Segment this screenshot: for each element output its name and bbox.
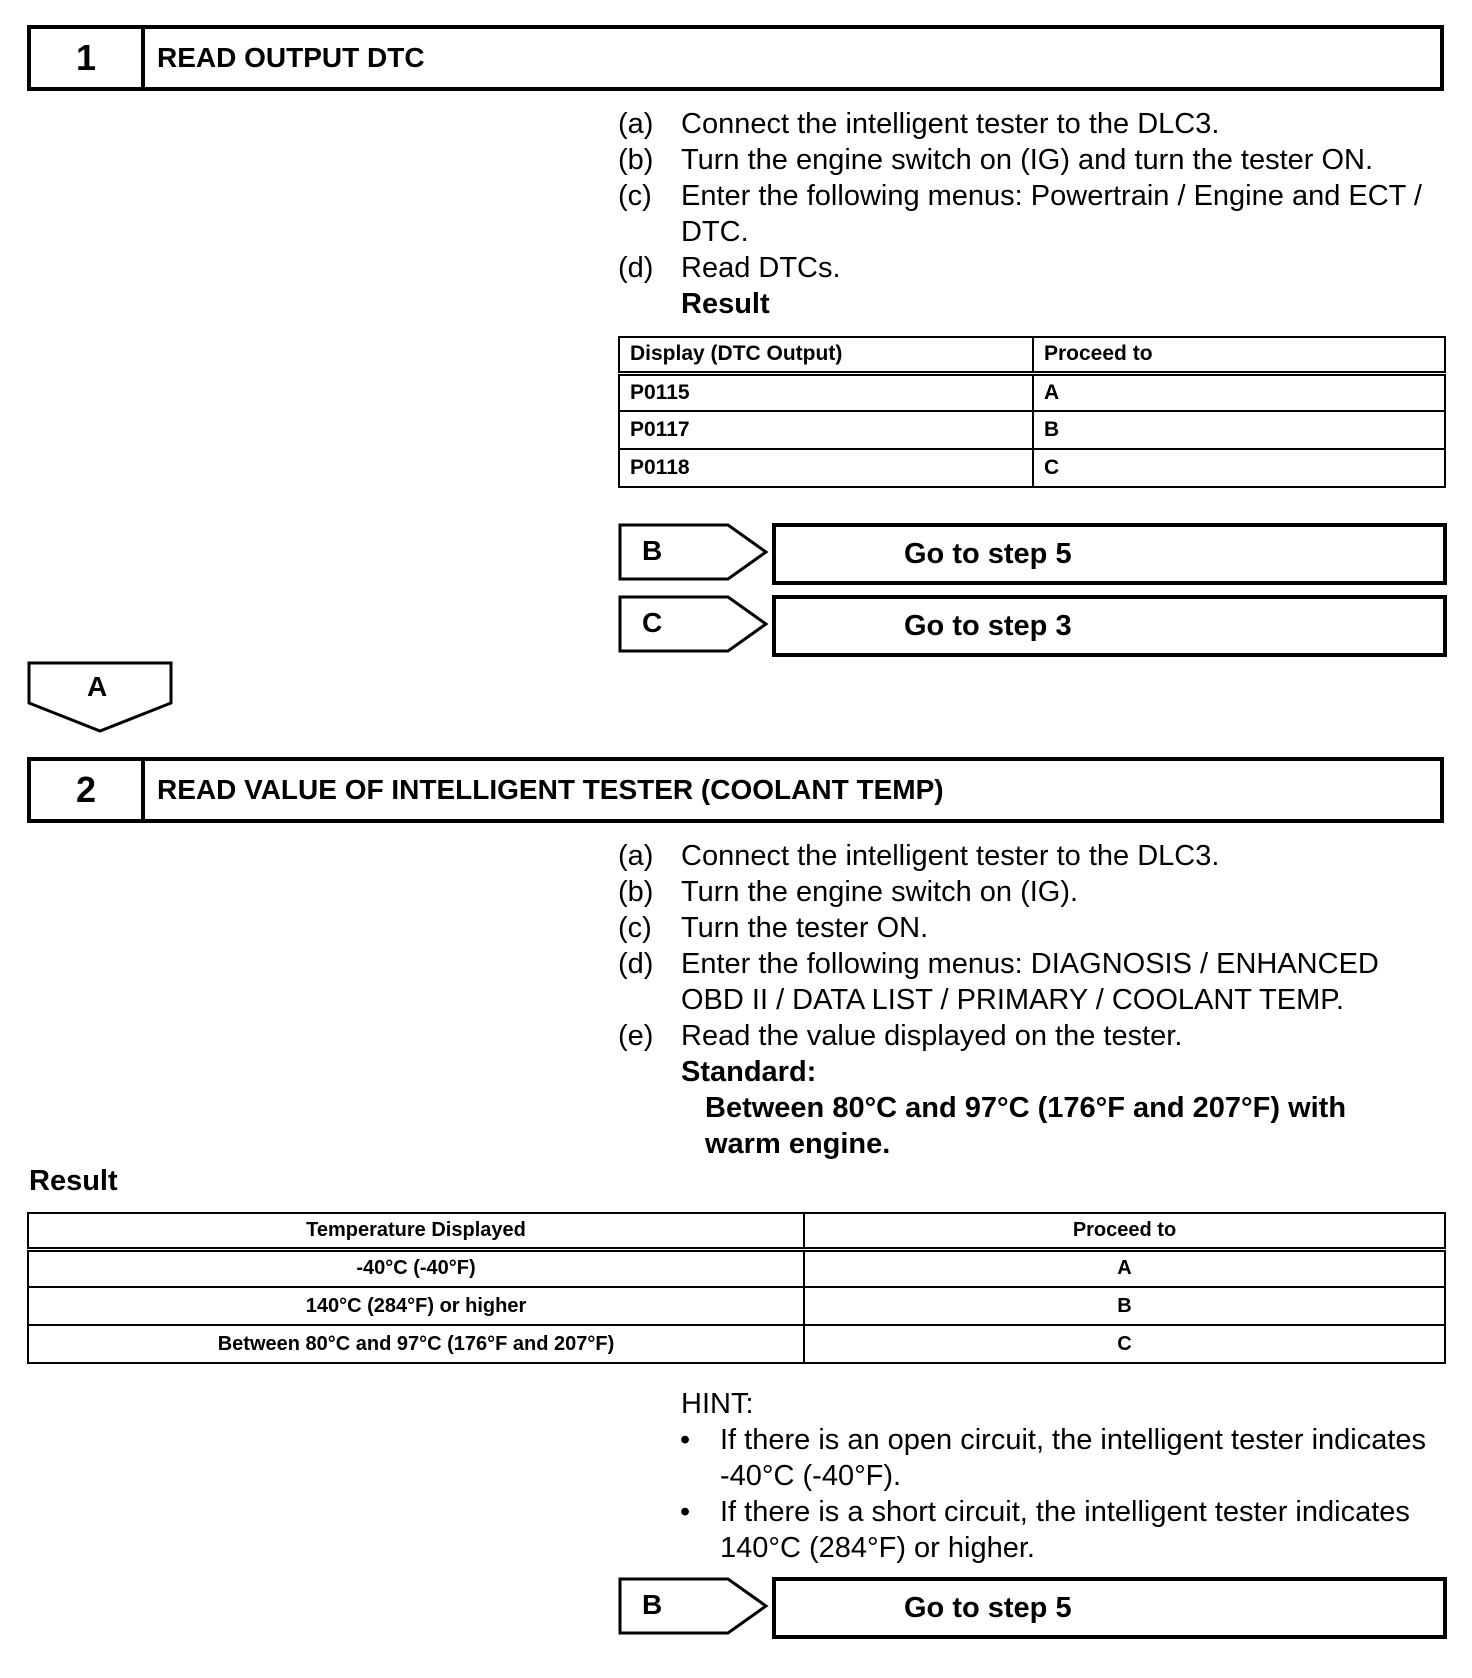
list-item: • If there is an open circuit, the intelligent tester indicates -40°C (-40°F). [680, 1424, 1427, 1492]
route-b-arrow[interactable] [618, 523, 770, 581]
go-to-step-5-link[interactable]: Go to step 5 [772, 1577, 1447, 1639]
table-row: P0115 A [619, 373, 1445, 411]
list-item: (d) Read DTCs. [618, 252, 841, 284]
hint-list [680, 1422, 1450, 1566]
table-row: Between 80°C and 97°C (176°F and 207°F) C [28, 1325, 1445, 1363]
column-header: Proceed to [1033, 337, 1445, 373]
route-code: B [642, 1589, 663, 1620]
step-2-header [27, 757, 1444, 823]
route-code: C [642, 607, 663, 638]
route-b-arrow[interactable] [618, 1577, 770, 1635]
table-row: -40°C (-40°F) A [28, 1249, 1445, 1287]
result-label: Result [29, 1165, 118, 1197]
step-1-header [27, 25, 1444, 91]
hint-label: HINT: [681, 1388, 754, 1420]
standard-label: Standard: [681, 1056, 817, 1088]
route-code: A [87, 671, 108, 702]
result-label: Result [681, 288, 770, 320]
standard-value: Between 80°C and 97°C (176°F and 207°F) with warm engine. [705, 1092, 1347, 1160]
list-item: • If there is a short circuit, the intelligent tester indicates 140°C (284°F) or higher. [680, 1496, 1410, 1564]
continue-a-arrow[interactable] [27, 661, 173, 733]
list-item: (b) Turn the engine switch on (IG). [618, 876, 1079, 908]
table-row: 140°C (284°F) or higher B [28, 1287, 1445, 1325]
go-to-step-5-link[interactable]: Go to step 5 [772, 523, 1447, 585]
column-header: Display (DTC Output) [619, 337, 1033, 373]
list-item: (a) Connect the intelligent tester to the DLC3. [618, 108, 1220, 140]
step-title: READ VALUE OF INTELLIGENT TESTER (COOLANT TEMP) [157, 774, 944, 805]
step-title: READ OUTPUT DTC [157, 42, 425, 73]
table-row: P0118 C [619, 449, 1445, 487]
list-item: (a) Connect the intelligent tester to the DLC3. [618, 840, 1220, 872]
column-header: Proceed to [804, 1213, 1445, 1249]
list-item: (e) Read the value displayed on the tester. [618, 1020, 1183, 1052]
list-item: (c) Turn the tester ON. [618, 912, 929, 944]
list-item: (c) Enter the following menus: Powertrain / Engine and ECT / DTC. [618, 180, 1422, 248]
route-code: B [642, 535, 663, 566]
arrow-right-icon [618, 595, 770, 653]
column-header: Temperature Displayed [28, 1213, 804, 1249]
go-to-step-3-link[interactable]: Go to step 3 [772, 595, 1447, 657]
step-number: 2 [31, 761, 145, 819]
step-1-instructions [618, 106, 1448, 286]
route-c-arrow[interactable] [618, 595, 770, 653]
arrow-right-icon [618, 1577, 770, 1635]
temperature-result-table [27, 1212, 1446, 1364]
step-number: 1 [31, 29, 145, 87]
table-row: P0117 B [619, 411, 1445, 449]
step-2-instructions [618, 838, 1448, 1054]
arrow-right-icon [618, 523, 770, 581]
list-item: (d) Enter the following menus: DIAGNOSIS / ENHANCED OBD II / DATA LIST / PRIMARY / COOLANT TEMP. [618, 948, 1379, 1016]
list-item: (b) Turn the engine switch on (IG) and turn the tester ON. [618, 144, 1374, 176]
dtc-result-table [618, 336, 1446, 488]
